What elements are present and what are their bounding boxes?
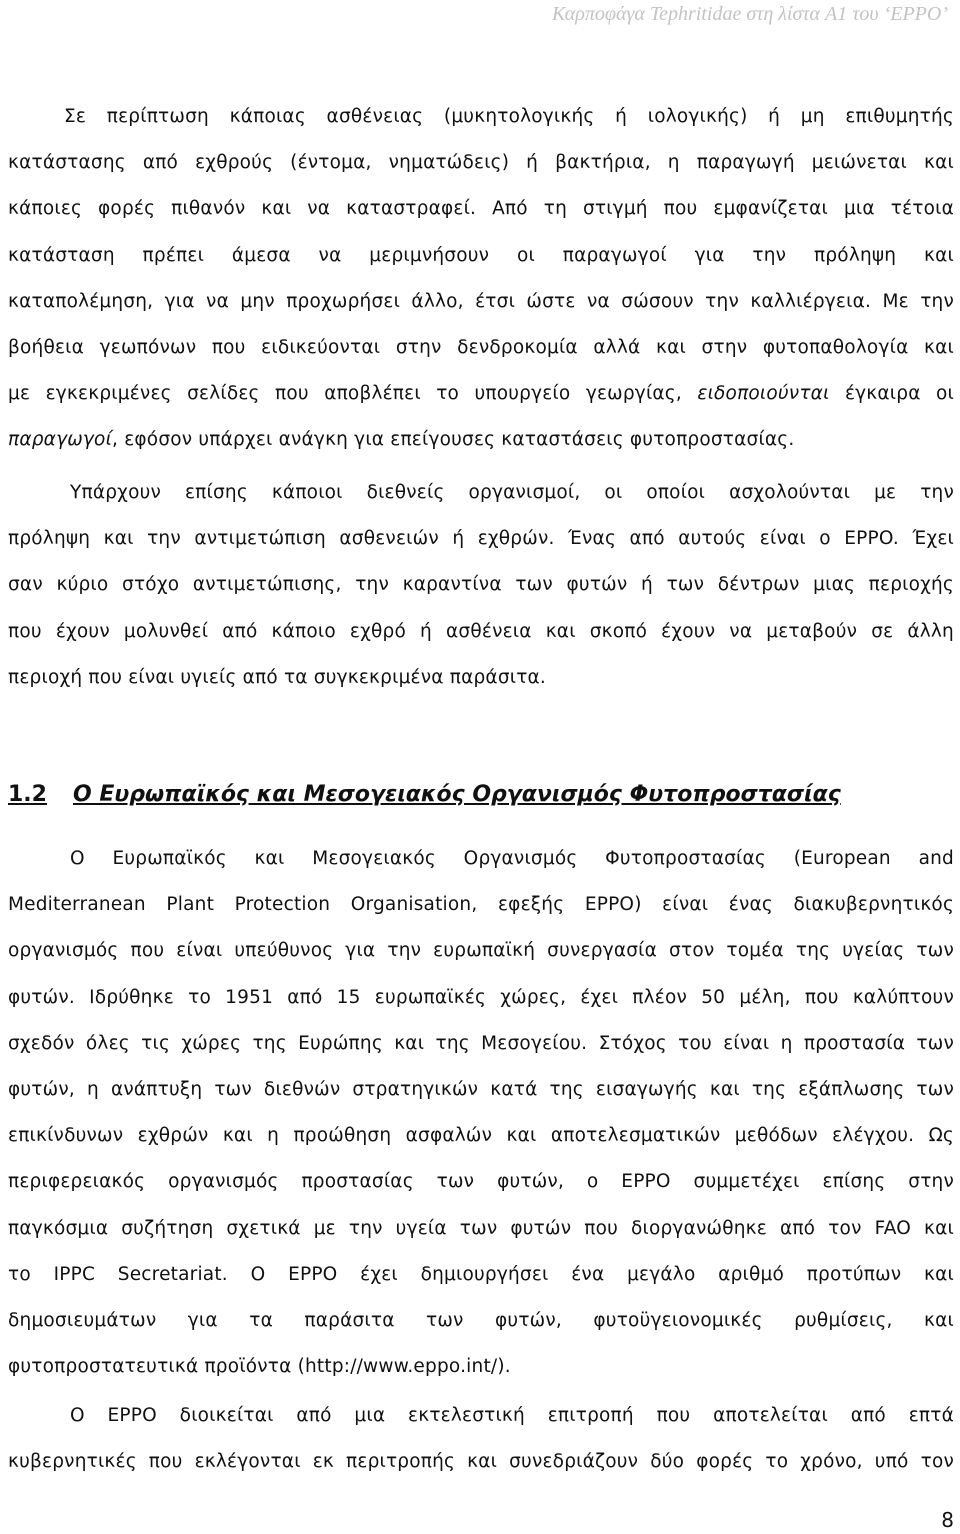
italic-word: παραγωγοί [8,429,113,451]
section-title: Ο Ευρωπαϊκός και Μεσογειακός Οργανισμός Φυτοπροστασίας [72,782,841,807]
text-line: παγκόσμια συζήτηση σχετικά με την υγεία των φυτών που διοργανώθηκε από τον FAO και [8,1217,954,1239]
text-segment: , εφόσον υπάρχει ανάγκη για επείγουσες καταστάσεις φυτοπροστασίας. [112,429,795,451]
text-line: σαν κύριο στόχο αντιμετώπισης, την καραντίνα των φυτών ή των δέντρων μιας περιοχής [8,574,954,596]
text-line: δημοσιευμάτων για τα παράσιτα των φυτών, φυτοϋγειονομικές ρυθμίσεις, και [8,1310,954,1332]
text-line: βοήθεια γεωπόνων που ειδικεύονται στην δενδροκομία αλλά και στην φυτοπαθολογία και [8,337,954,359]
section-heading [8,782,841,807]
text-line: κυβερνητικές που εκλέγονται εκ περιτροπής και συνεδριάζουν δύο φορές το χρόνο, υπό τον [8,1451,954,1473]
text-line [8,371,954,417]
text-line: κατάσταση πρέπει άμεσα να μεριμνήσουν οι παραγωγοί για την πρόληψη και [8,244,954,266]
text-line: Ο EPPO διοικείται από μια εκτελεστική επιτροπή που αποτελείται από επτά [70,1405,954,1426]
text-line: επικίνδυνων εχθρών και η προώθηση ασφαλών και αποτελεσματικών μεθόδων ελέγχου. Ως [8,1125,954,1147]
text-line: κάποιες φορές πιθανόν και να καταστραφεί. Από τη στιγμή που εμφανίζεται μια τέτοια [8,198,954,220]
text-line: Υπάρχουν επίσης κάποιοι διεθνείς οργανισμοί, οι οποίοι ασχολούνται με την [70,482,954,503]
italic-word: ειδοποιούνται [697,383,830,405]
text-line: που έχουν μολυνθεί από κάποιο εχθρό ή ασθένεια και σκοπό έχουν να μεταβούν σε άλλη [8,620,954,642]
text-line: φυτών, η ανάπτυξη των διεθνών στρατηγικών κατά της εισαγωγής και της εξάπλωσης των [8,1079,954,1101]
running-header: Καρποφάγα Tephritidae στη λίστα A1 του ‘EPPO’ [552,3,948,25]
text-line: περιφερειακός οργανισμός προστασίας των φυτών, ο EPPO συμμετέχει επίσης στην [8,1171,954,1193]
text-line: καταπολέμηση, για να μην προχωρήσει άλλο, έτσι ώστε να σώσουν την καλλιέργεια. Με την [8,290,954,312]
text-line: οργανισμός που είναι υπεύθυνος για την ευρωπαϊκή συνεργασία στον τομέα της υγείας των [8,940,954,962]
text-line: σχεδόν όλες τις χώρες της Ευρώπης και της Μεσογείου. Στόχος του είναι η προστασία των [8,1032,954,1054]
text-line: πρόληψη και την αντιμετώπιση ασθενειών ή εχθρών. Ένας από αυτούς είναι ο EPPO. Έχει [8,528,954,550]
text-segment: με εγκεκριμένες σελίδες που αποβλέπει το υπουργείο γεωργίας, [8,383,682,405]
text-line: Mediterranean Plant Protection Organisation, εφεξής EPPO) είναι ένας διακυβερνητικός [8,894,954,916]
text-line: Ο Ευρωπαϊκός και Μεσογειακός Οργανισμός Φυτοπροστασίας (European and [70,848,954,869]
paragraph-disease-prevention [8,94,954,464]
paragraph-eppo-description [8,836,954,1390]
text-line: φυτοπροστατευτικά προϊόντα (http://www.eppo.int/). [8,1356,511,1378]
text-line [8,417,954,463]
text-line: περιοχή που είναι υγιείς από τα συγκεκριμένα παράσιτα. [8,666,547,688]
paragraph-international-organisations [8,470,954,701]
text-line: φυτών. Ιδρύθηκε το 1951 από 15 ευρωπαϊκές χώρες, έχει πλέον 50 μέλη, που καλύπτουν [8,986,954,1008]
text-line: το IPPC Secretariat. Ο EPPO έχει δημιουργήσει ένα μεγάλο αριθμό προτύπων και [8,1263,954,1285]
paragraph-eppo-governance [8,1393,954,1485]
text-line: κατάστασης από εχθρούς (έντομα, νηματώδεις) ή βακτήρια, η παραγωγή μειώνεται και [8,152,954,174]
page-number: 8 [941,1508,954,1532]
text-segment: έγκαιρα οι [829,383,954,405]
text-line: Σε περίπτωση κάποιας ασθένειας (μυκητολογικής ή ιολογικής) ή μη επιθυμητής [64,106,954,127]
section-number: 1.2 [8,782,47,807]
